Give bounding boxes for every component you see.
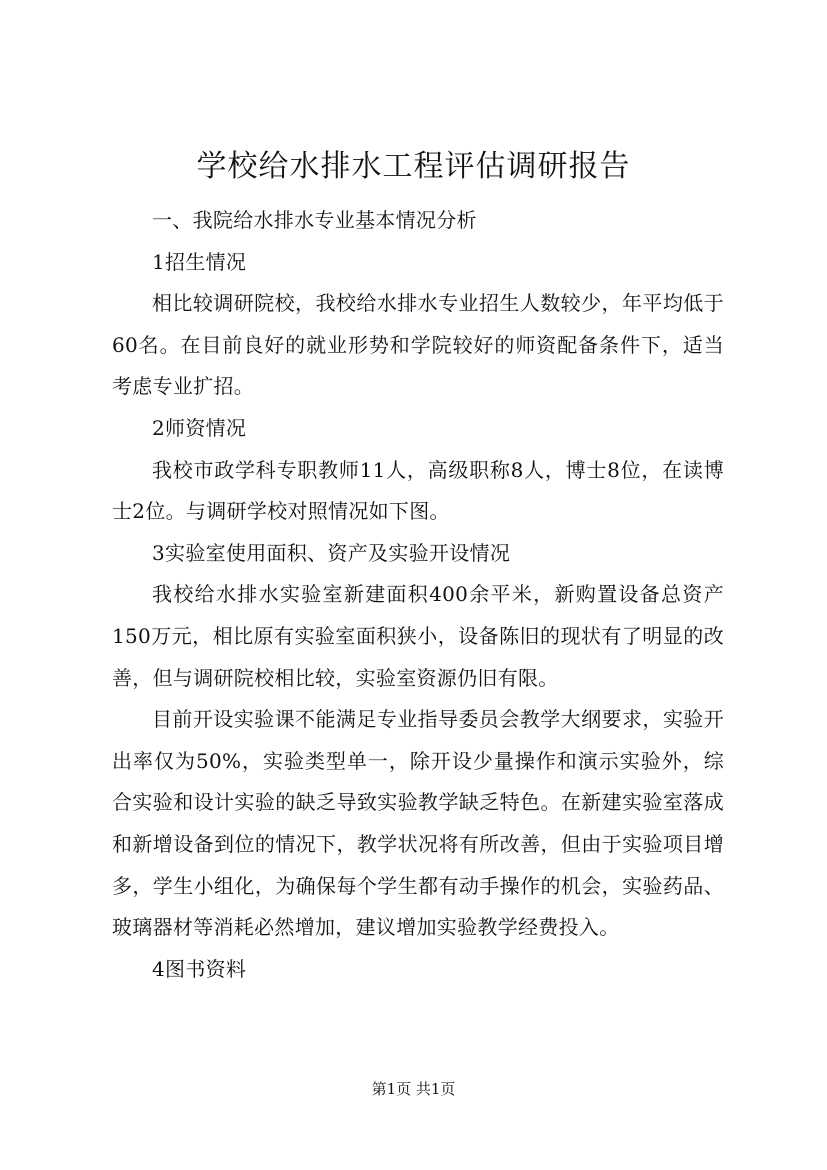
paragraph-laboratory-area: 我校给水排水实验室新建面积400余平米，新购置设备总资产150万元，相比原有实验室面积狭小，设备陈旧的现状有了明显的改善，但与调研院校相比较，实验室资源仍旧有限。 — [112, 582, 724, 690]
document-title: 学校给水排水工程评估调研报告 — [196, 149, 631, 184]
document-body — [112, 200, 724, 990]
subsection-heading-library: 4图书资料 — [152, 956, 247, 981]
paragraph-enrollment: 相比较调研院校，我校给水排水专业招生人数较少，年平均低于60名。在目前良好的就业形势和学院较好的师资配备条件下，适当考虑专业扩招。 — [112, 291, 724, 399]
paragraph-faculty: 我校市政学科专职教师11人，高级职称8人，博士8位，在读博士2位。与调研学校对照情况如下图。 — [112, 457, 724, 524]
subsection-heading-enrollment: 1招生情况 — [152, 249, 247, 274]
subsection-heading-laboratory: 3实验室使用面积、资产及实验开设情况 — [152, 540, 511, 565]
paragraph-laboratory-courses: 目前开设实验课不能满足专业指导委员会教学大纲要求，实验开出率仅为50%，实验类型单一，除开设少量操作和演示实验外，综合实验和设计实验的缺乏导致实验教学缺乏特色。在新建实验室落成和新增设备到位的情况下，教学状况将有所改善，但由于实验项目增多，学生小组化，为确保每个学生都有动手操作的机会，实验药品、玻璃器材等消耗必然增加，建议增加实验教学经费投入。 — [112, 707, 724, 940]
section-heading-1: 一、我院给水排水专业基本情况分析 — [152, 208, 477, 232]
subsection-heading-faculty: 2师资情况 — [152, 415, 247, 440]
page-footer: 第1页 共1页 — [371, 1080, 456, 1098]
